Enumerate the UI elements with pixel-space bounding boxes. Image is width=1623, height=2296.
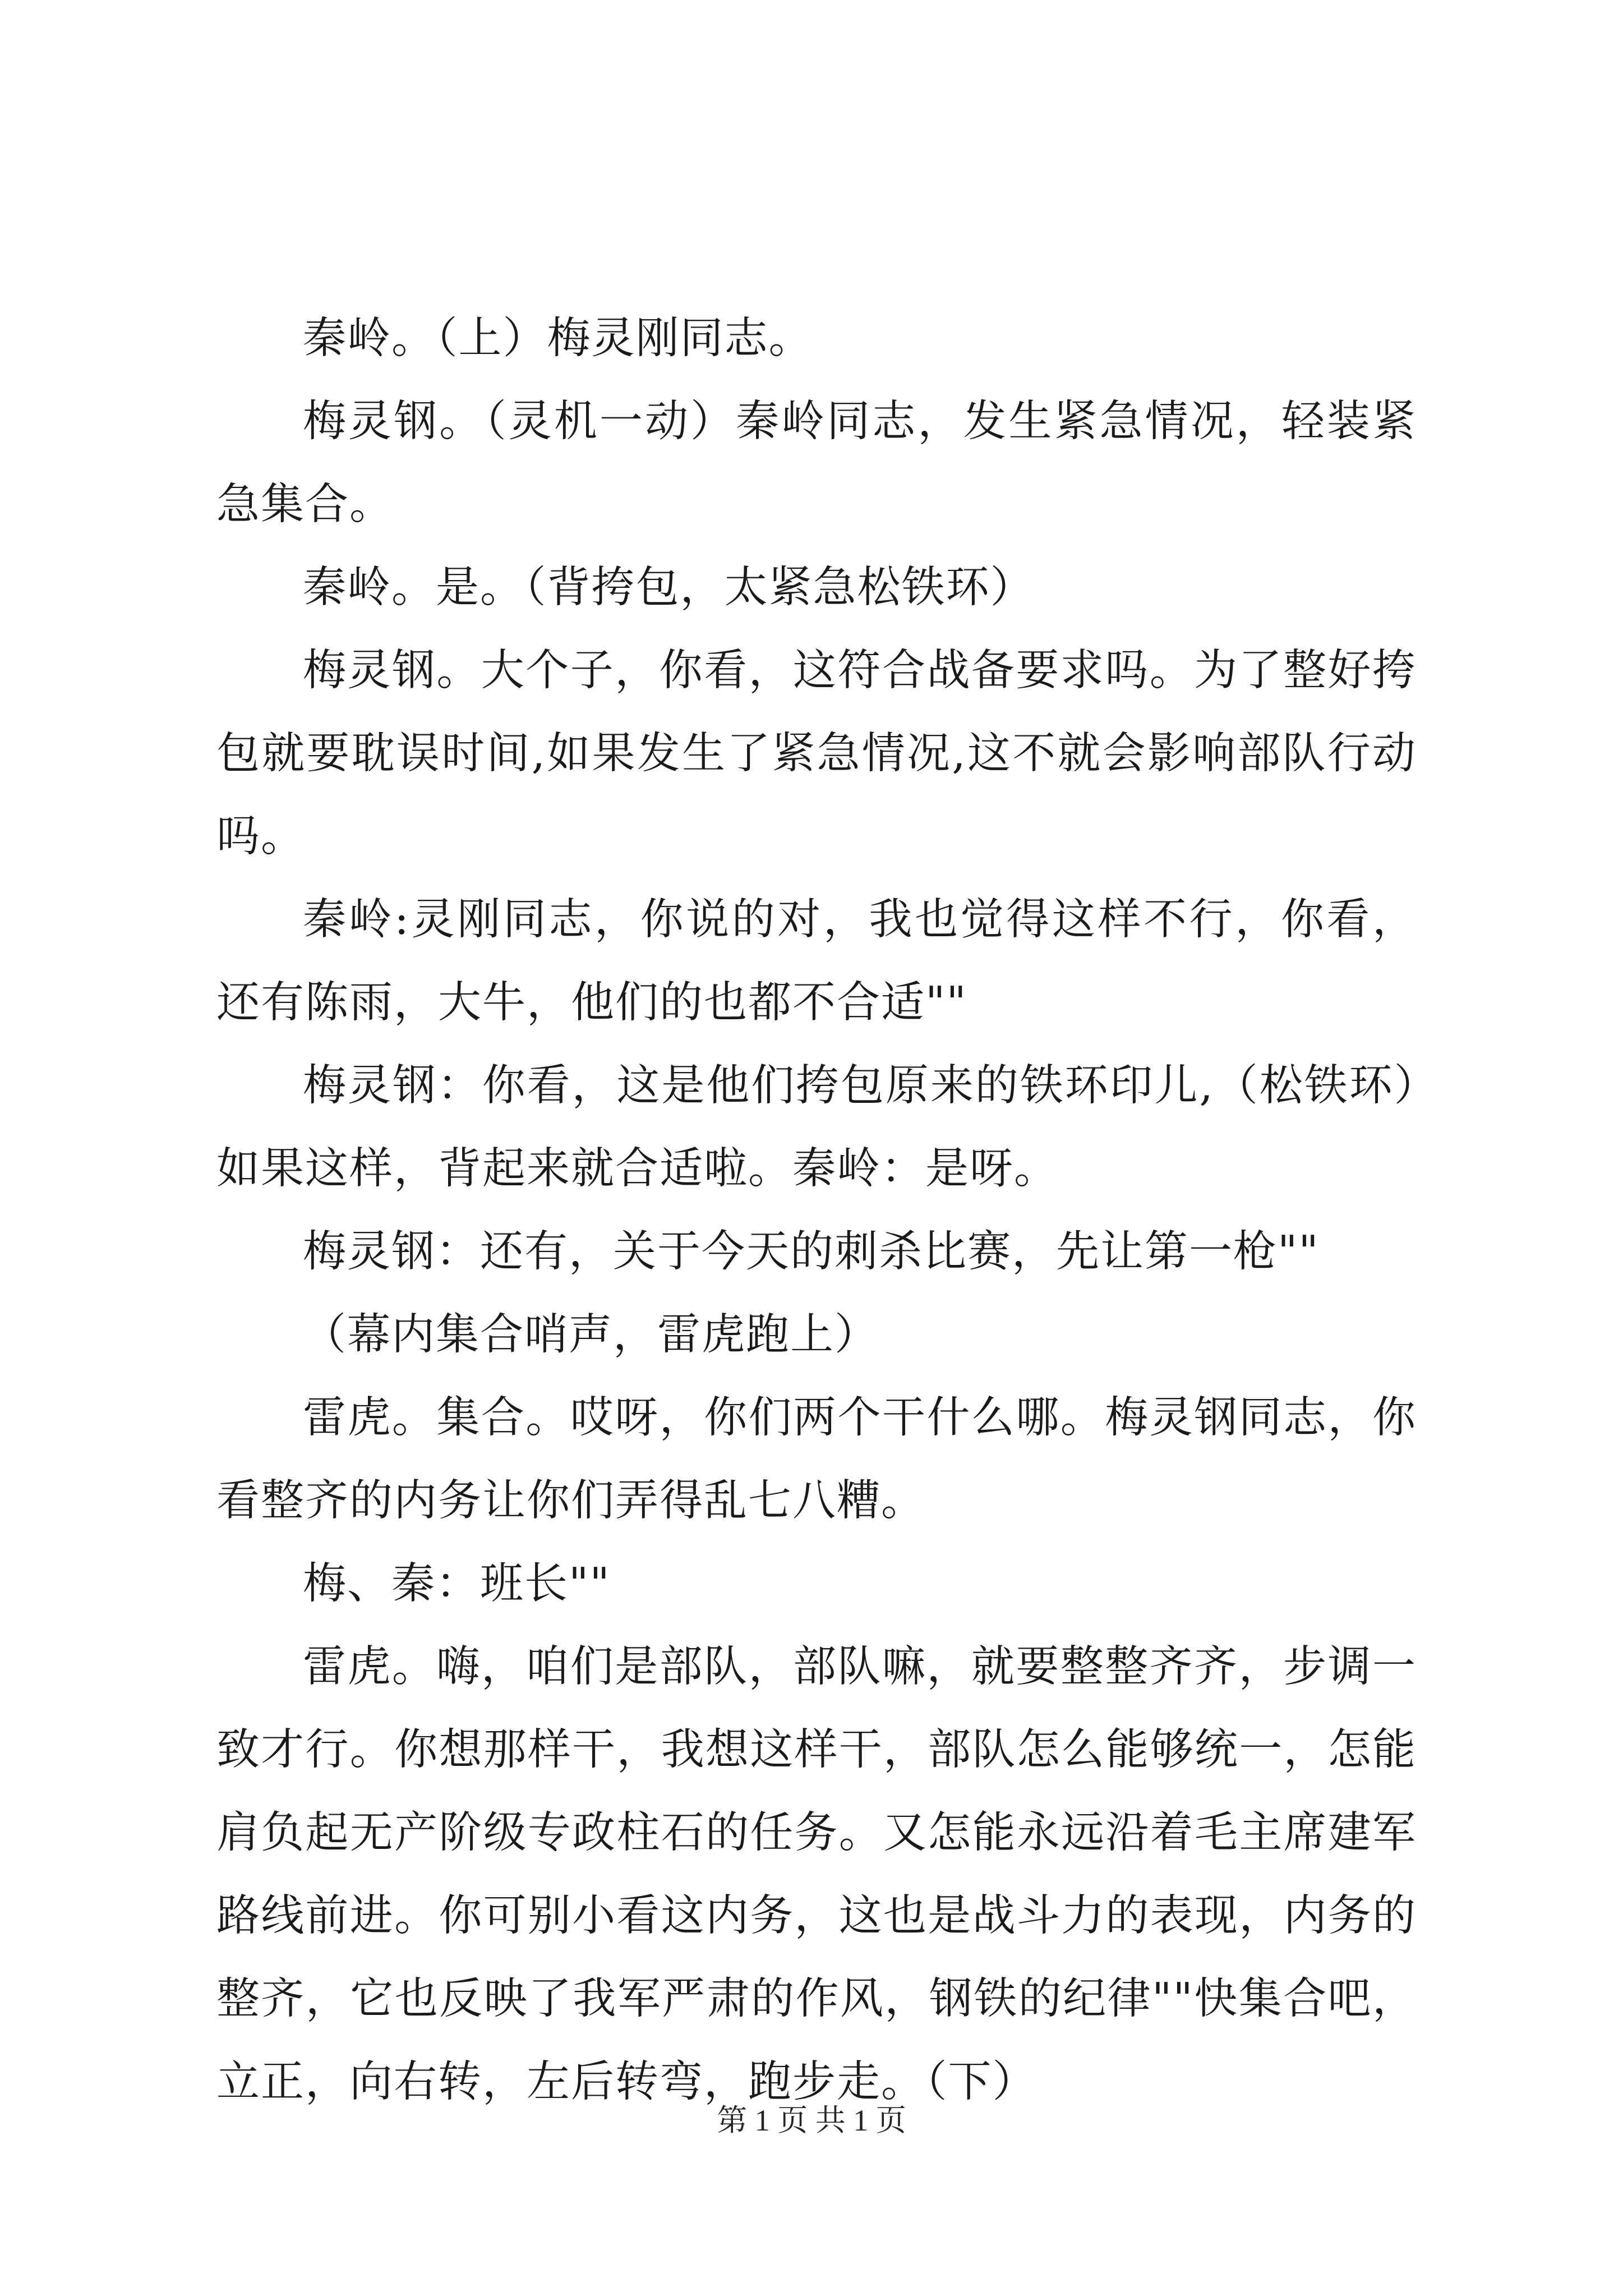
paragraph: 秦岭。（上）梅灵刚同志。	[303, 314, 813, 364]
paragraph: 梅灵钢：你看，这是他们挎包原来的铁环印儿,（松铁环）如果这样，背起来就合适啦。秦岭：是呀。	[216, 1061, 1417, 1194]
paragraph: 梅灵钢：还有，关于今天的刺杀比赛，先让第一枪""	[303, 1227, 1320, 1277]
paragraph: 雷虎。嗨，咱们是部队，部队嘛，就要整整齐齐，步调一致才行。你想那样干，我想这样干，部队怎么能够统一，怎能肩负起无产阶级专政柱石的任务。又怎能永远沿着毛主席建军路线前进。你可别小看这内务，这也是战斗力的表现，内务的整齐，它也反映了我军严肃的作风，钢铁的纪律""快集合吧，立正，向右转，左后转弯，跑步走。（下）	[216, 1642, 1417, 2107]
paragraph: 梅灵钢。大个子，你看，这符合战备要求吗。为了整好挎包就要耽误时间,如果发生了紧急情况,这不就会影响部队行动吗。	[216, 646, 1417, 862]
paragraph: 秦岭。是。（背挎包，太紧急松铁环）	[303, 563, 1035, 613]
paragraph: 梅灵钢。（灵机一动）秦岭同志，发生紧急情况，轻装紧急集合。	[216, 397, 1417, 530]
paragraph: 梅、秦：班长""	[303, 1559, 611, 1609]
paragraph: （幕内集合哨声，雷虎跑上）	[303, 1310, 879, 1360]
page-number-footer: 第 1 页 共 1 页	[717, 2104, 906, 2137]
document-body	[216, 297, 1417, 2124]
paragraph: 秦岭:灵刚同志，你说的对，我也觉得这样不行，你看，还有陈雨，大牛，他们的也都不合适""	[216, 895, 1417, 1028]
paragraph: 雷虎。集合。哎呀，你们两个干什么哪。梅灵钢同志，你看整齐的内务让你们弄得乱七八糟。	[216, 1393, 1417, 1526]
